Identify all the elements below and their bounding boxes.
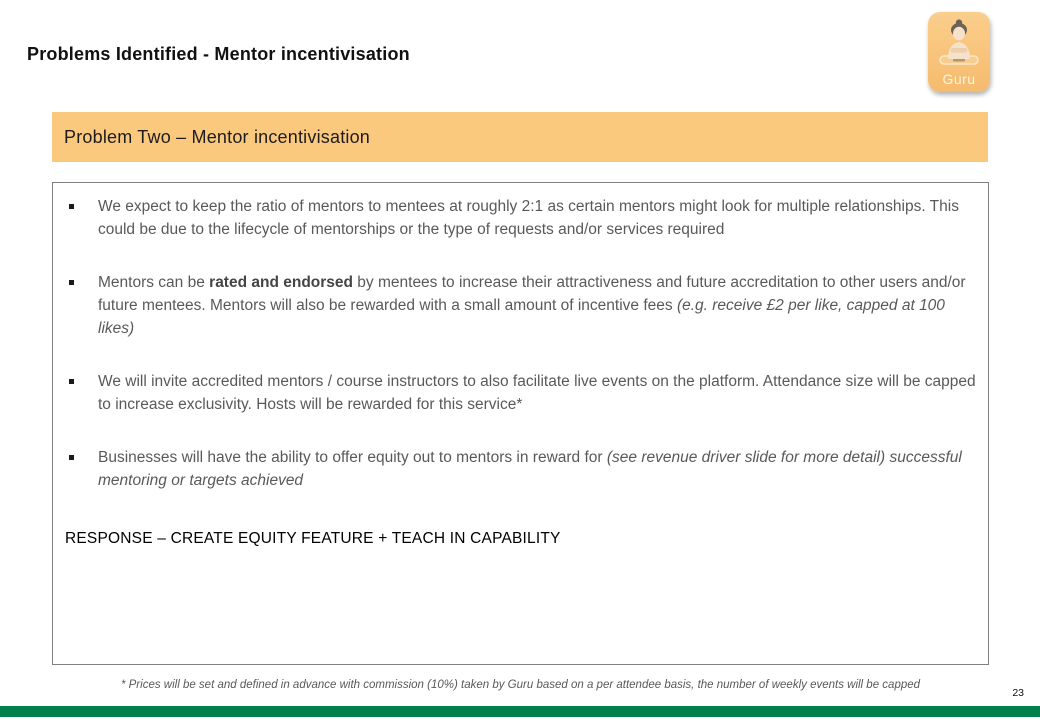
bottom-accent-bar — [0, 706, 1040, 717]
bullet-text: We will invite accredited mentors / course instructors to also facilitate live events on the platform. Attendance size will be capped to increase exclusivity. Hosts will be rewarded for this service* — [98, 373, 976, 413]
buddha-icon — [937, 19, 981, 71]
bullet-item — [65, 271, 976, 340]
page-number: 23 — [1012, 687, 1024, 699]
response-line: RESPONSE – CREATE EQUITY FEATURE + TEACH IN CAPABILITY — [65, 530, 561, 547]
bullet-square-icon — [69, 280, 74, 285]
bullet-item — [65, 195, 976, 241]
bullet-text: We expect to keep the ratio of mentors to mentees at roughly 2:1 as certain mentors might look for multiple relationships. This could be due to the lifecycle of mentorships or the type of requests and/or services required — [98, 198, 959, 238]
section-banner-title: Problem Two – Mentor incentivisation — [64, 126, 371, 147]
footnote: * Prices will be set and defined in advance with commission (10%) taken by Guru based on a per attendee basis, the number of weekly events will be capped — [120, 679, 921, 691]
section-banner — [52, 112, 988, 162]
page-title: Problems Identified - Mentor incentivisation — [27, 44, 410, 64]
bullet-text: Mentors can be rated and endorsed by mentees to increase their attractiveness and future accreditation to other users and/or future mentees. Mentors will also be rewarded with a small amount of incentive fees (e.g. receive £2 per like, capped at 100 likes) — [98, 274, 966, 337]
bullet-item — [65, 446, 976, 492]
content-box — [52, 182, 989, 665]
guru-logo — [928, 12, 990, 92]
bullet-list — [65, 195, 976, 492]
logo-label: Guru — [942, 71, 976, 87]
bullet-square-icon — [69, 204, 74, 209]
bullet-text: Businesses will have the ability to offer equity out to mentors in reward for (see revenue driver slide for more detail) successful mentoring or targets achieved — [98, 449, 962, 489]
bullet-square-icon — [69, 379, 74, 384]
bullet-square-icon — [69, 455, 74, 460]
bullet-item — [65, 370, 976, 416]
